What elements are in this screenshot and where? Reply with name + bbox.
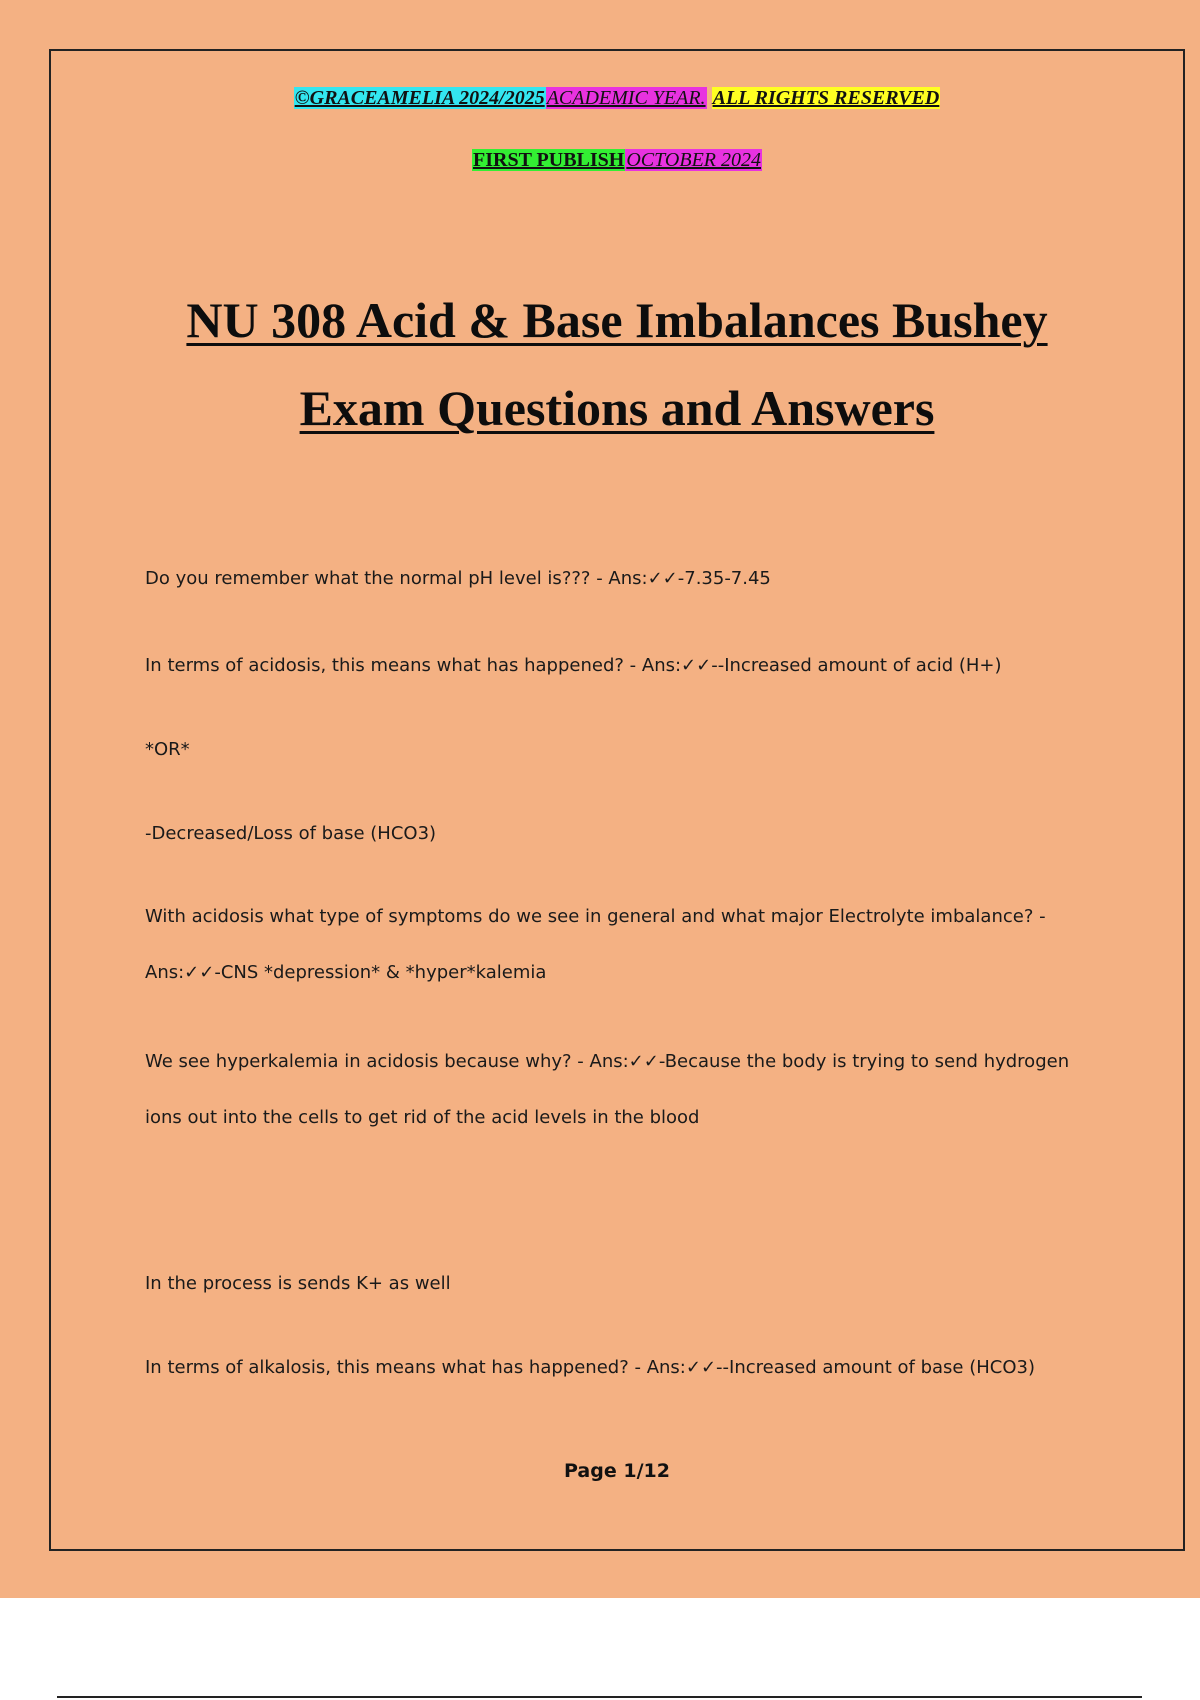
qa-line: -Decreased/Loss of base (HCO3)	[145, 823, 437, 844]
qa-line: In the process is sends K+ as well	[145, 1273, 451, 1294]
qa-line: Do you remember what the normal pH level is??? - Ans:✓✓-7.35-7.45	[145, 568, 771, 589]
qa-line: In terms of acidosis, this means what has happened? - Ans:✓✓--Increased amount of acid (H+)	[145, 655, 1002, 676]
document-title-line-2: Exam Questions and Answers	[299, 380, 935, 436]
qa-line: Ans:✓✓-CNS *depression* & *hyper*kalemia	[145, 962, 547, 983]
document-title-line-1: NU 308 Acid & Base Imbalances Bushey	[186, 292, 1048, 348]
qa-line: In terms of alkalosis, this means what has happened? - Ans:✓✓--Increased amount of base (HCO3)	[145, 1357, 1035, 1378]
qa-line: We see hyperkalemia in acidosis because why? - Ans:✓✓-Because the body is trying to send hydrogen	[145, 1051, 1070, 1072]
academic-year-text: ACADEMIC YEAR.	[546, 87, 706, 109]
qa-line: ions out into the cells to get rid of the acid levels in the blood	[145, 1107, 700, 1128]
qa-line: With acidosis what type of symptoms do we see in general and what major Electrolyte imbalance? -	[145, 906, 1046, 927]
copyright-text: ©GRACEAMELIA 2024/2025	[294, 87, 545, 109]
publish-date-text: OCTOBER 2024	[626, 149, 761, 171]
qa-line: *OR*	[145, 739, 190, 760]
copyright-header	[49, 86, 1185, 110]
page-number: Page 1/12	[564, 1460, 670, 1482]
publish-header	[49, 148, 1185, 172]
first-publish-text: FIRST PUBLISH	[473, 149, 625, 171]
rights-reserved-text: ALL RIGHTS RESERVED	[712, 87, 940, 109]
next-page-divider	[57, 1696, 1142, 1698]
page-border	[49, 49, 1185, 1551]
